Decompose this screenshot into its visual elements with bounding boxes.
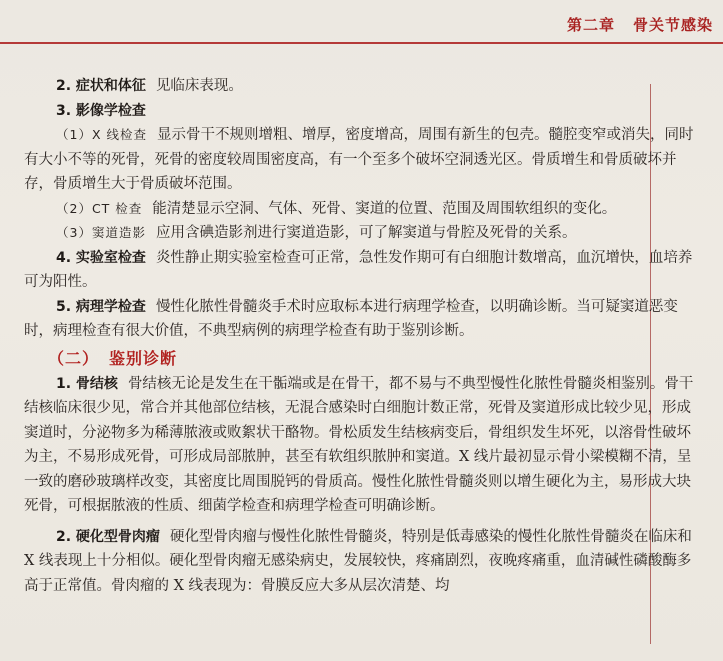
symptoms-heading: 2. 症状和体征 <box>56 78 146 94</box>
osteosarcoma-paragraph <box>24 525 700 599</box>
sinus-paragraph <box>24 221 700 246</box>
xray-heading: （1）X 线检查 <box>56 127 147 142</box>
tuberculosis-text: 骨结核无论是发生在干骺端或是在骨干，都不易与不典型慢性化脓性骨髓炎相鉴别。骨干结核临床很少见，常合并其他部位结核，无混合感染时白细胞计数正常，死骨及窦道形成比较少见，形成窦道时，分泌物多为稀薄脓液或败絮状干酪物。骨松质发生结核病变后，骨组织发生坏死，以溶骨性破坏为主，不易形成死骨，可形成局部脓肿，甚至有软组织脓肿和窦道。X 线片最初显示骨小梁模糊不清，呈一致的磨砂玻璃样改变，其密度比周围脱钙的骨质高。慢性化脓性骨髓炎则以增生硬化为主，易形成大块死骨，可根据脓液的性质、细菌学检查和病理学检查可明确诊断。 <box>24 375 694 514</box>
osteosarcoma-text: 硬化型骨肉瘤与慢性化脓性骨髓炎，特别是低毒感染的慢性化脓性骨髓炎在临床和 X 线表现上十分相似。硬化型骨肉瘤无感染病史，发展较快，疼痛剧烈，夜晚疼痛重，血清碱性磷酸酶多高于正常值。骨肉瘤的 X 线表现为：骨膜反应大多从层次清楚、均 <box>24 528 692 594</box>
section-title: 鉴别诊断 <box>109 348 178 368</box>
chapter-number: 第二章 <box>566 16 615 34</box>
tuberculosis-heading: 1. 骨结核 <box>56 375 118 392</box>
pathology-text: 慢性化脓性骨髓炎手术时应取标本进行病理学检查，以明确诊断。当可疑窦道恶变时，病理检查有很大价值，不典型病例的病理学检查有助于鉴别诊断。 <box>24 298 678 339</box>
symptoms-text: 见临床表现。 <box>155 78 243 94</box>
chapter-title: 骨关节感染 <box>632 16 713 34</box>
pathology-paragraph <box>24 295 700 344</box>
lab-heading: 4. 实验室检查 <box>56 249 146 266</box>
sinus-text: 应用含碘造影剂进行窦道造影，可了解窦道与骨腔及死骨的关系。 <box>155 225 577 241</box>
xray-text: 显示骨干不规则增粗、增厚，密度增高，周围有新生的包壳。髓腔变窄或消失，同时有大小不等的死骨，死骨的密度较周围密度高，有一个至多个破坏空洞透光区。骨质增生和骨质破坏并存，骨质增生大于骨质破坏范围。 <box>24 127 694 192</box>
symptoms-paragraph <box>24 74 700 99</box>
sinus-heading: （3）窦道造影 <box>56 225 146 240</box>
page-body <box>24 74 700 598</box>
ct-text: 能清楚显示空洞、气体、死骨、窦道的位置、范围及周围软组织的变化。 <box>152 200 617 217</box>
lab-text: 炎性静止期实验室检查可正常，急性发作期可有白细胞计数增高，血沉增快，血培养可为阳性。 <box>24 249 693 290</box>
section-heading-differential <box>48 346 700 372</box>
osteosarcoma-heading: 2. 硬化型骨肉瘤 <box>56 528 160 545</box>
chapter-header <box>567 14 713 35</box>
pathology-heading: 5. 病理学检查 <box>56 298 146 315</box>
xray-paragraph <box>24 123 700 197</box>
tuberculosis-paragraph <box>24 372 700 519</box>
lab-paragraph <box>24 246 700 295</box>
imaging-paragraph <box>24 99 700 124</box>
ct-heading: （2）CT 检查 <box>56 200 143 216</box>
ct-paragraph <box>24 197 700 222</box>
header-rule <box>0 42 723 44</box>
imaging-heading: 3. 影像学检查 <box>56 102 146 119</box>
section-number: （二） <box>48 348 100 368</box>
